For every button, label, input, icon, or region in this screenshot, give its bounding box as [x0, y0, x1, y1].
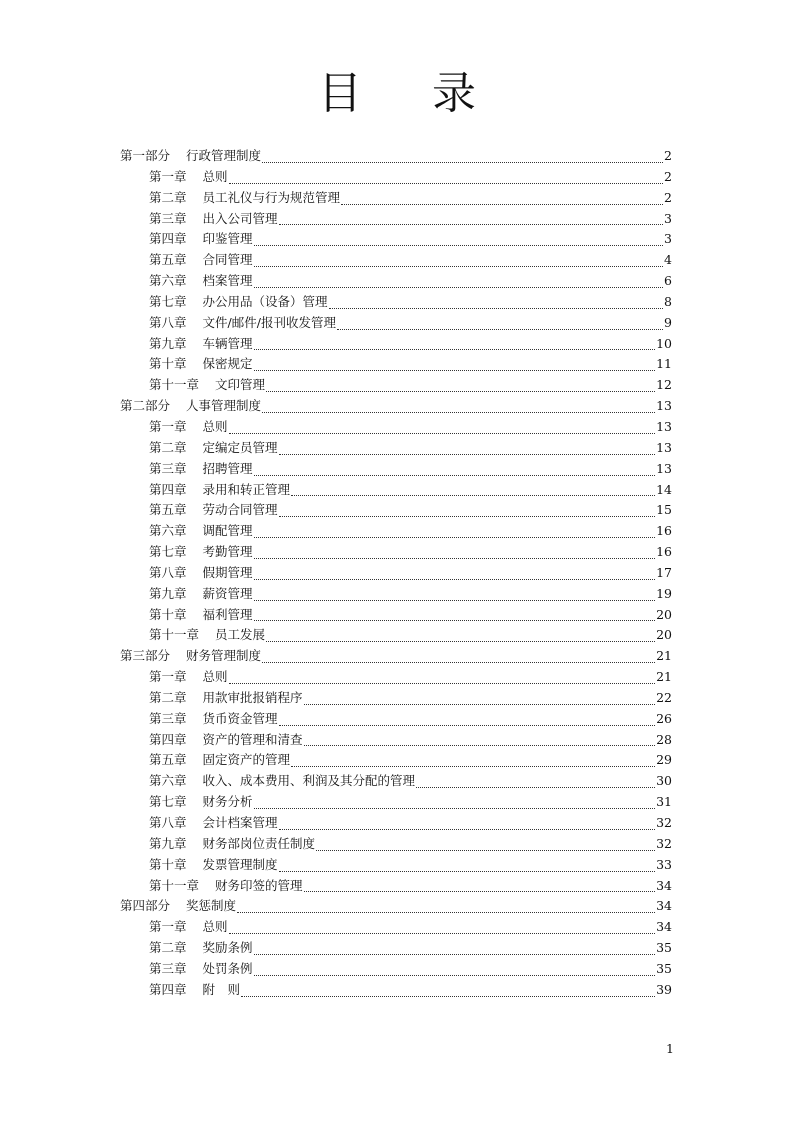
- toc-entry-number: 第十章: [149, 606, 187, 622]
- toc-entry-title: 福利管理: [202, 606, 253, 622]
- toc-chapter-entry[interactable]: [120, 584, 672, 605]
- toc-entry-page: 3: [664, 231, 672, 247]
- toc-entry-number: 第八章: [149, 314, 187, 330]
- toc-chapter-entry[interactable]: [120, 938, 672, 959]
- toc-entry-title: 印鉴管理: [202, 231, 253, 247]
- toc-entry-number: 第二章: [149, 439, 187, 455]
- toc-dot-leader: [266, 640, 655, 642]
- toc-entry-title: 总则: [202, 669, 228, 685]
- toc-entry-number: 第七章: [149, 794, 187, 810]
- toc-entry-title: 定编定员管理: [202, 439, 278, 455]
- toc-entry-page: 20: [656, 627, 672, 643]
- toc-dot-leader: [279, 828, 656, 830]
- toc-entry-number: 第一章: [149, 168, 187, 184]
- toc-entry-title: 行政管理制度: [186, 148, 262, 163]
- toc-entry-title: 办公用品（设备）管理: [202, 293, 328, 309]
- toc-entry-title: 文印管理: [215, 377, 266, 393]
- toc-entry-number: 第三章: [149, 960, 187, 976]
- toc-chapter-entry[interactable]: [120, 271, 672, 292]
- toc-chapter-entry[interactable]: [120, 980, 672, 1001]
- toc-entry-title: 总则: [202, 919, 228, 935]
- toc-entry-page: 13: [656, 460, 672, 476]
- toc-dot-leader: [279, 870, 656, 872]
- toc-dot-leader: [254, 369, 656, 371]
- toc-entry-number: 第十一章: [149, 877, 200, 893]
- toc-entry-page: 21: [656, 648, 672, 664]
- toc-dot-leader: [416, 786, 655, 788]
- toc-chapter-entry[interactable]: [120, 334, 672, 355]
- toc-chapter-entry[interactable]: [120, 667, 672, 688]
- toc-entry-number: 第八章: [149, 564, 187, 580]
- toc-entry-page: 16: [656, 523, 672, 539]
- toc-chapter-entry[interactable]: [120, 605, 672, 626]
- toc-dot-leader: [291, 765, 655, 767]
- toc-dot-leader: [291, 494, 655, 496]
- toc-entry-page: 6: [664, 273, 672, 289]
- toc-chapter-entry[interactable]: [120, 480, 672, 501]
- toc-entry-number: 第十一章: [149, 627, 200, 643]
- toc-chapter-entry[interactable]: [120, 876, 672, 897]
- toc-chapter-entry[interactable]: [120, 354, 672, 375]
- toc-entry-title: 人事管理制度: [186, 398, 262, 414]
- toc-chapter-entry[interactable]: [120, 167, 672, 188]
- toc-chapter-entry[interactable]: [120, 771, 672, 792]
- toc-chapter-entry[interactable]: [120, 688, 672, 709]
- toc-entry-title: 财务分析: [202, 794, 253, 810]
- toc-entry-page: 12: [656, 377, 672, 393]
- toc-entry-number: 第五章: [149, 252, 187, 268]
- toc-entry-page: 34: [656, 898, 672, 914]
- toc-entry-title: 档案管理: [202, 273, 253, 289]
- toc-dot-leader: [254, 348, 656, 350]
- toc-dot-leader: [262, 661, 655, 663]
- toc-entry-number: 第四章: [149, 231, 187, 247]
- toc-entry-title: 总则: [202, 418, 228, 434]
- toc-chapter-entry[interactable]: [120, 500, 672, 521]
- toc-dot-leader: [279, 453, 656, 455]
- toc-chapter-entry[interactable]: [120, 188, 672, 209]
- toc-entry-page: 2: [664, 148, 672, 163]
- toc-entry-title: 出入公司管理: [202, 210, 278, 226]
- toc-entry-page: 13: [656, 418, 672, 434]
- toc-chapter-entry[interactable]: [120, 375, 672, 396]
- toc-entry-title: 招聘管理: [202, 460, 253, 476]
- toc-entry-title: 财务印签的管理: [215, 877, 303, 893]
- toc-entry-title: 处罚条例: [202, 960, 253, 976]
- toc-entry-number: 第五章: [149, 752, 187, 768]
- toc-dot-leader: [304, 744, 656, 746]
- toc-dot-leader: [254, 557, 656, 559]
- toc-entry-title: 录用和转正管理: [202, 481, 291, 497]
- toc-entry-title: 财务管理制度: [186, 648, 262, 664]
- toc-entry-title: 劳动合同管理: [202, 502, 278, 518]
- toc-dot-leader: [337, 328, 663, 330]
- toc-part-entry[interactable]: [120, 896, 672, 917]
- toc-entry-title: 调配管理: [202, 523, 253, 539]
- toc-entry-title: 薪资管理: [202, 585, 253, 601]
- toc-entry-page: 29: [656, 752, 672, 768]
- toc-chapter-entry[interactable]: [120, 521, 672, 542]
- toc-entry-number: 第三章: [149, 710, 187, 726]
- toc-entry-title: 收入、成本费用、利润及其分配的管理: [202, 773, 416, 789]
- toc-entry-number: 第八章: [149, 815, 187, 830]
- toc-entry-title: 车辆管理: [202, 335, 253, 351]
- toc-dot-leader: [279, 724, 656, 726]
- toc-dot-leader: [304, 890, 656, 892]
- toc-entry-page: 15: [656, 502, 672, 518]
- toc-chapter-entry[interactable]: [120, 917, 672, 938]
- toc-entry-number: 第二章: [149, 940, 187, 956]
- toc-dot-leader: [229, 932, 656, 934]
- toc-dot-leader: [237, 911, 655, 913]
- toc-dot-leader: [266, 390, 655, 392]
- toc-entry-number: 第九章: [149, 585, 187, 601]
- toc-entry-page: 2: [664, 189, 672, 205]
- toc-part-entry[interactable]: [120, 396, 672, 417]
- toc-entry-page: 28: [656, 731, 672, 747]
- toc-part-entry[interactable]: [120, 646, 672, 667]
- toc-entry-number: 第一部分: [120, 148, 171, 163]
- toc-chapter-entry[interactable]: [120, 459, 672, 480]
- toc-dot-leader: [254, 599, 656, 601]
- toc-entry-page: 13: [656, 439, 672, 455]
- toc-entry-page: 32: [656, 815, 672, 830]
- table-of-contents: [120, 146, 672, 1001]
- toc-entry-number: 第一章: [149, 669, 187, 685]
- toc-dot-leader: [254, 974, 656, 976]
- toc-entry-number: 第一章: [149, 919, 187, 935]
- toc-chapter-entry[interactable]: [120, 542, 672, 563]
- toc-entry-page: 10: [656, 335, 672, 351]
- toc-dot-leader: [254, 474, 656, 476]
- toc-entry-page: 39: [656, 981, 672, 997]
- toc-entry-page: 20: [656, 606, 672, 622]
- toc-dot-leader: [241, 995, 655, 997]
- toc-entry-number: 第四部分: [120, 898, 171, 914]
- toc-chapter-entry[interactable]: [120, 438, 672, 459]
- toc-entry-page: 34: [656, 919, 672, 935]
- toc-entry-number: 第七章: [149, 293, 187, 309]
- toc-entry-title: 员工礼仪与行为规范管理: [202, 189, 341, 205]
- toc-chapter-entry[interactable]: [120, 563, 672, 584]
- toc-chapter-entry[interactable]: [120, 292, 672, 313]
- toc-dot-leader: [254, 953, 656, 955]
- toc-entry-number: 第二章: [149, 689, 187, 705]
- toc-entry-number: 第十章: [149, 356, 187, 372]
- toc-entry-page: 21: [656, 669, 672, 685]
- toc-entry-page: 34: [656, 877, 672, 893]
- toc-entry-title: 附 则: [202, 981, 241, 997]
- toc-entry-page: 2: [664, 168, 672, 184]
- page-title: 目 录: [318, 68, 504, 119]
- toc-dot-leader: [229, 182, 664, 184]
- toc-dot-leader: [316, 849, 655, 851]
- toc-entry-number: 第四章: [149, 731, 187, 747]
- toc-dot-leader: [304, 703, 656, 705]
- toc-entry-page: 19: [656, 585, 672, 601]
- toc-dot-leader: [229, 682, 656, 684]
- toc-chapter-entry[interactable]: [120, 959, 672, 980]
- toc-entry-page: 8: [664, 293, 672, 309]
- toc-entry-page: 35: [656, 940, 672, 956]
- toc-entry-title: 奖惩制度: [186, 898, 237, 914]
- toc-dot-leader: [329, 307, 664, 309]
- toc-entry-number: 第六章: [149, 773, 187, 789]
- toc-chapter-entry[interactable]: [120, 750, 672, 771]
- toc-entry-number: 第六章: [149, 273, 187, 289]
- toc-dot-leader: [254, 619, 656, 621]
- toc-entry-page: 4: [664, 252, 672, 268]
- toc-entry-page: 9: [664, 314, 672, 330]
- toc-entry-number: 第一章: [149, 418, 187, 434]
- toc-entry-page: 22: [656, 689, 672, 705]
- toc-entry-number: 第三部分: [120, 648, 171, 664]
- toc-dot-leader: [279, 223, 664, 225]
- toc-chapter-entry[interactable]: [120, 730, 672, 751]
- toc-entry-number: 第五章: [149, 502, 187, 518]
- toc-entry-title: 奖励条例: [202, 940, 253, 956]
- toc-entry-title: 文件/邮件/报刊收发管理: [202, 314, 336, 330]
- toc-entry-page: 13: [656, 398, 672, 414]
- toc-entry-number: 第十章: [149, 856, 187, 872]
- toc-entry-page: 17: [656, 564, 672, 580]
- toc-dot-leader: [254, 286, 664, 288]
- toc-dot-leader: [262, 411, 655, 413]
- toc-chapter-entry[interactable]: [120, 209, 672, 230]
- toc-chapter-entry[interactable]: [120, 229, 672, 250]
- toc-entry-number: 第三章: [149, 460, 187, 476]
- toc-chapter-entry[interactable]: [120, 792, 672, 813]
- toc-chapter-entry[interactable]: [120, 855, 672, 876]
- toc-dot-leader: [229, 432, 656, 434]
- toc-entry-title: 合同管理: [202, 252, 253, 268]
- toc-entry-title: 财务部岗位责任制度: [202, 835, 316, 851]
- toc-entry-number: 第二部分: [120, 398, 171, 414]
- toc-chapter-entry[interactable]: [120, 625, 672, 646]
- toc-entry-page: 26: [656, 710, 672, 726]
- toc-entry-number: 第十一章: [149, 377, 200, 393]
- toc-entry-page: 30: [656, 773, 672, 789]
- toc-dot-leader: [279, 515, 656, 517]
- toc-chapter-entry[interactable]: [120, 834, 672, 855]
- toc-entry-number: 第三章: [149, 210, 187, 226]
- toc-entry-number: 第二章: [149, 189, 187, 205]
- toc-entry-page: 11: [656, 356, 672, 372]
- toc-entry-title: 假期管理: [202, 564, 253, 580]
- toc-entry-title: 考勤管理: [202, 544, 253, 560]
- toc-entry-number: 第七章: [149, 544, 187, 560]
- toc-entry-title: 保密规定: [202, 356, 253, 372]
- toc-entry-page: 16: [656, 544, 672, 560]
- toc-dot-leader: [254, 807, 656, 809]
- toc-entry-number: 第九章: [149, 335, 187, 351]
- toc-entry-page: 31: [656, 794, 672, 810]
- toc-entry-page: 33: [656, 856, 672, 872]
- toc-dot-leader: [254, 265, 664, 267]
- toc-entry-number: 第四章: [149, 981, 187, 997]
- toc-entry-number: 第六章: [149, 523, 187, 539]
- toc-chapter-entry[interactable]: [120, 250, 672, 271]
- toc-entry-title: 总则: [202, 168, 228, 184]
- toc-entry-page: 32: [656, 835, 672, 851]
- toc-dot-leader: [262, 161, 663, 163]
- toc-chapter-entry[interactable]: [120, 813, 672, 834]
- toc-entry-number: 第九章: [149, 835, 187, 851]
- toc-chapter-entry[interactable]: [120, 417, 672, 438]
- toc-entry-page: 35: [656, 960, 672, 976]
- toc-entry-page: 3: [664, 210, 672, 226]
- page-number: 1: [666, 1041, 674, 1056]
- toc-entry-title: 用款审批报销程序: [202, 689, 303, 705]
- toc-entry-title: 资产的管理和清查: [202, 731, 303, 747]
- toc-entry-title: 货币资金管理: [202, 710, 278, 726]
- toc-dot-leader: [254, 578, 656, 580]
- toc-entry-title: 发票管理制度: [202, 856, 278, 872]
- toc-entry-title: 会计档案管理: [202, 815, 278, 830]
- toc-part-entry[interactable]: [120, 146, 672, 167]
- toc-entry-title: 固定资产的管理: [202, 752, 291, 768]
- toc-dot-leader: [341, 203, 663, 205]
- toc-dot-leader: [254, 244, 664, 246]
- toc-chapter-entry[interactable]: [120, 313, 672, 334]
- toc-entry-page: 14: [656, 481, 672, 497]
- toc-entry-title: 员工发展: [215, 627, 266, 643]
- toc-entry-number: 第四章: [149, 481, 187, 497]
- toc-chapter-entry[interactable]: [120, 709, 672, 730]
- toc-dot-leader: [254, 536, 656, 538]
